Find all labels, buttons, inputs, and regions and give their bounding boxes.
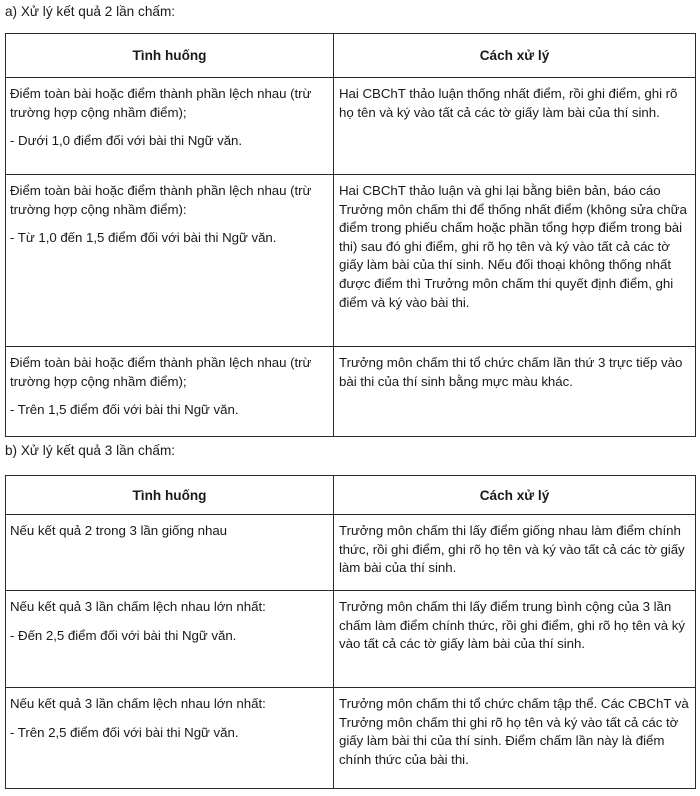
situation-main: Nếu kết quả 3 lần chấm lệch nhau lớn nhất: <box>10 696 266 711</box>
table-row <box>6 78 696 175</box>
table-row <box>6 175 696 347</box>
handling-text: Hai CBChT thảo luận và ghi lại bằng biên bản, báo cáo Trưởng môn chấm thi để thống nhất điểm (không sửa chữa điểm trong phiếu chấm hoặc phần tổng hợp điểm trong bài thi) sau đó ghi điểm, ghi rõ họ tên và ký vào tất cả các tờ giấy làm bài của thí sinh. Nếu đối thoại không thống nhất được điểm thì Trưởng môn chấm thi quyết định điểm, ghi điểm và ký vào bài thi. <box>339 183 687 310</box>
table-header-row <box>6 34 696 78</box>
situation-main: Nếu kết quả 3 lần chấm lệch nhau lớn nhất: <box>10 599 266 614</box>
handling-text: Trưởng môn chấm thi tổ chức chấm lần thứ 3 trực tiếp vào bài thi của thí sinh bằng mực màu khác. <box>339 355 683 389</box>
situation-main: Điểm toàn bài hoặc điểm thành phần lệch nhau (trừ trường hợp cộng nhầm điểm); <box>10 355 312 389</box>
situation-main: Nếu kết quả 2 trong 3 lần giống nhau <box>10 523 228 538</box>
section-b-title: b) Xử lý kết quả 3 lần chấm: <box>5 443 176 458</box>
table-row <box>6 688 696 789</box>
section-a-title: a) Xử lý kết quả 2 lần chấm: <box>5 4 176 19</box>
table-row <box>6 591 696 688</box>
handling-text: Trưởng môn chấm thi tổ chức chấm tập thể. Các CBChT và Trưởng môn chấm thi ghi rõ họ tên và ký vào tất cả các tờ giấy làm bài thi của thí sinh. Điểm chấm lần này là điểm chính thức của bài thi. <box>339 696 689 767</box>
table-three-gradings <box>5 475 696 789</box>
situation-main: Điểm toàn bài hoặc điểm thành phần lệch nhau (trừ trường hợp cộng nhầm điểm); <box>10 86 312 120</box>
handling-text: Trưởng môn chấm thi lấy điểm trung bình cộng của 3 lần chấm làm điểm chính thức, rồi ghi điểm, ghi rõ họ tên và ký vào tất cả các tờ giấy làm bài của thí sinh. <box>339 599 685 652</box>
header-situation: Tình huống <box>6 34 334 78</box>
situation-sub: - Trên 2,5 điểm đối với bài thi Ngữ văn. <box>10 724 239 740</box>
header-handling: Cách xử lý <box>334 476 696 515</box>
situation-sub: - Từ 1,0 đến 1,5 điểm đối với bài thi Ngữ văn. <box>10 230 277 246</box>
situation-main: Điểm toàn bài hoặc điểm thành phần lệch nhau (trừ trường hợp cộng nhầm điểm): <box>10 183 312 217</box>
situation-sub: - Trên 1,5 điểm đối với bài thi Ngữ văn. <box>10 402 239 418</box>
handling-text: Trưởng môn chấm thi lấy điểm giống nhau làm điểm chính thức, rồi ghi điểm, ghi rõ họ tên và ký vào tất cả các tờ giấy làm bài của thí sinh. <box>339 523 685 576</box>
table-row <box>6 347 696 437</box>
header-situation: Tình huống <box>6 476 334 515</box>
table-header-row <box>6 476 696 515</box>
situation-sub: - Đến 2,5 điểm đối với bài thi Ngữ văn. <box>10 627 237 643</box>
table-row <box>6 515 696 591</box>
header-handling: Cách xử lý <box>334 34 696 78</box>
table-two-gradings <box>5 33 696 437</box>
handling-text: Hai CBChT thảo luận thống nhất điểm, rồi ghi điểm, ghi rõ họ tên và ký vào tất cả các tờ giấy làm bài của thí sinh. <box>339 86 678 120</box>
situation-sub: - Dưới 1,0 điểm đối với bài thi Ngữ văn. <box>10 133 243 149</box>
